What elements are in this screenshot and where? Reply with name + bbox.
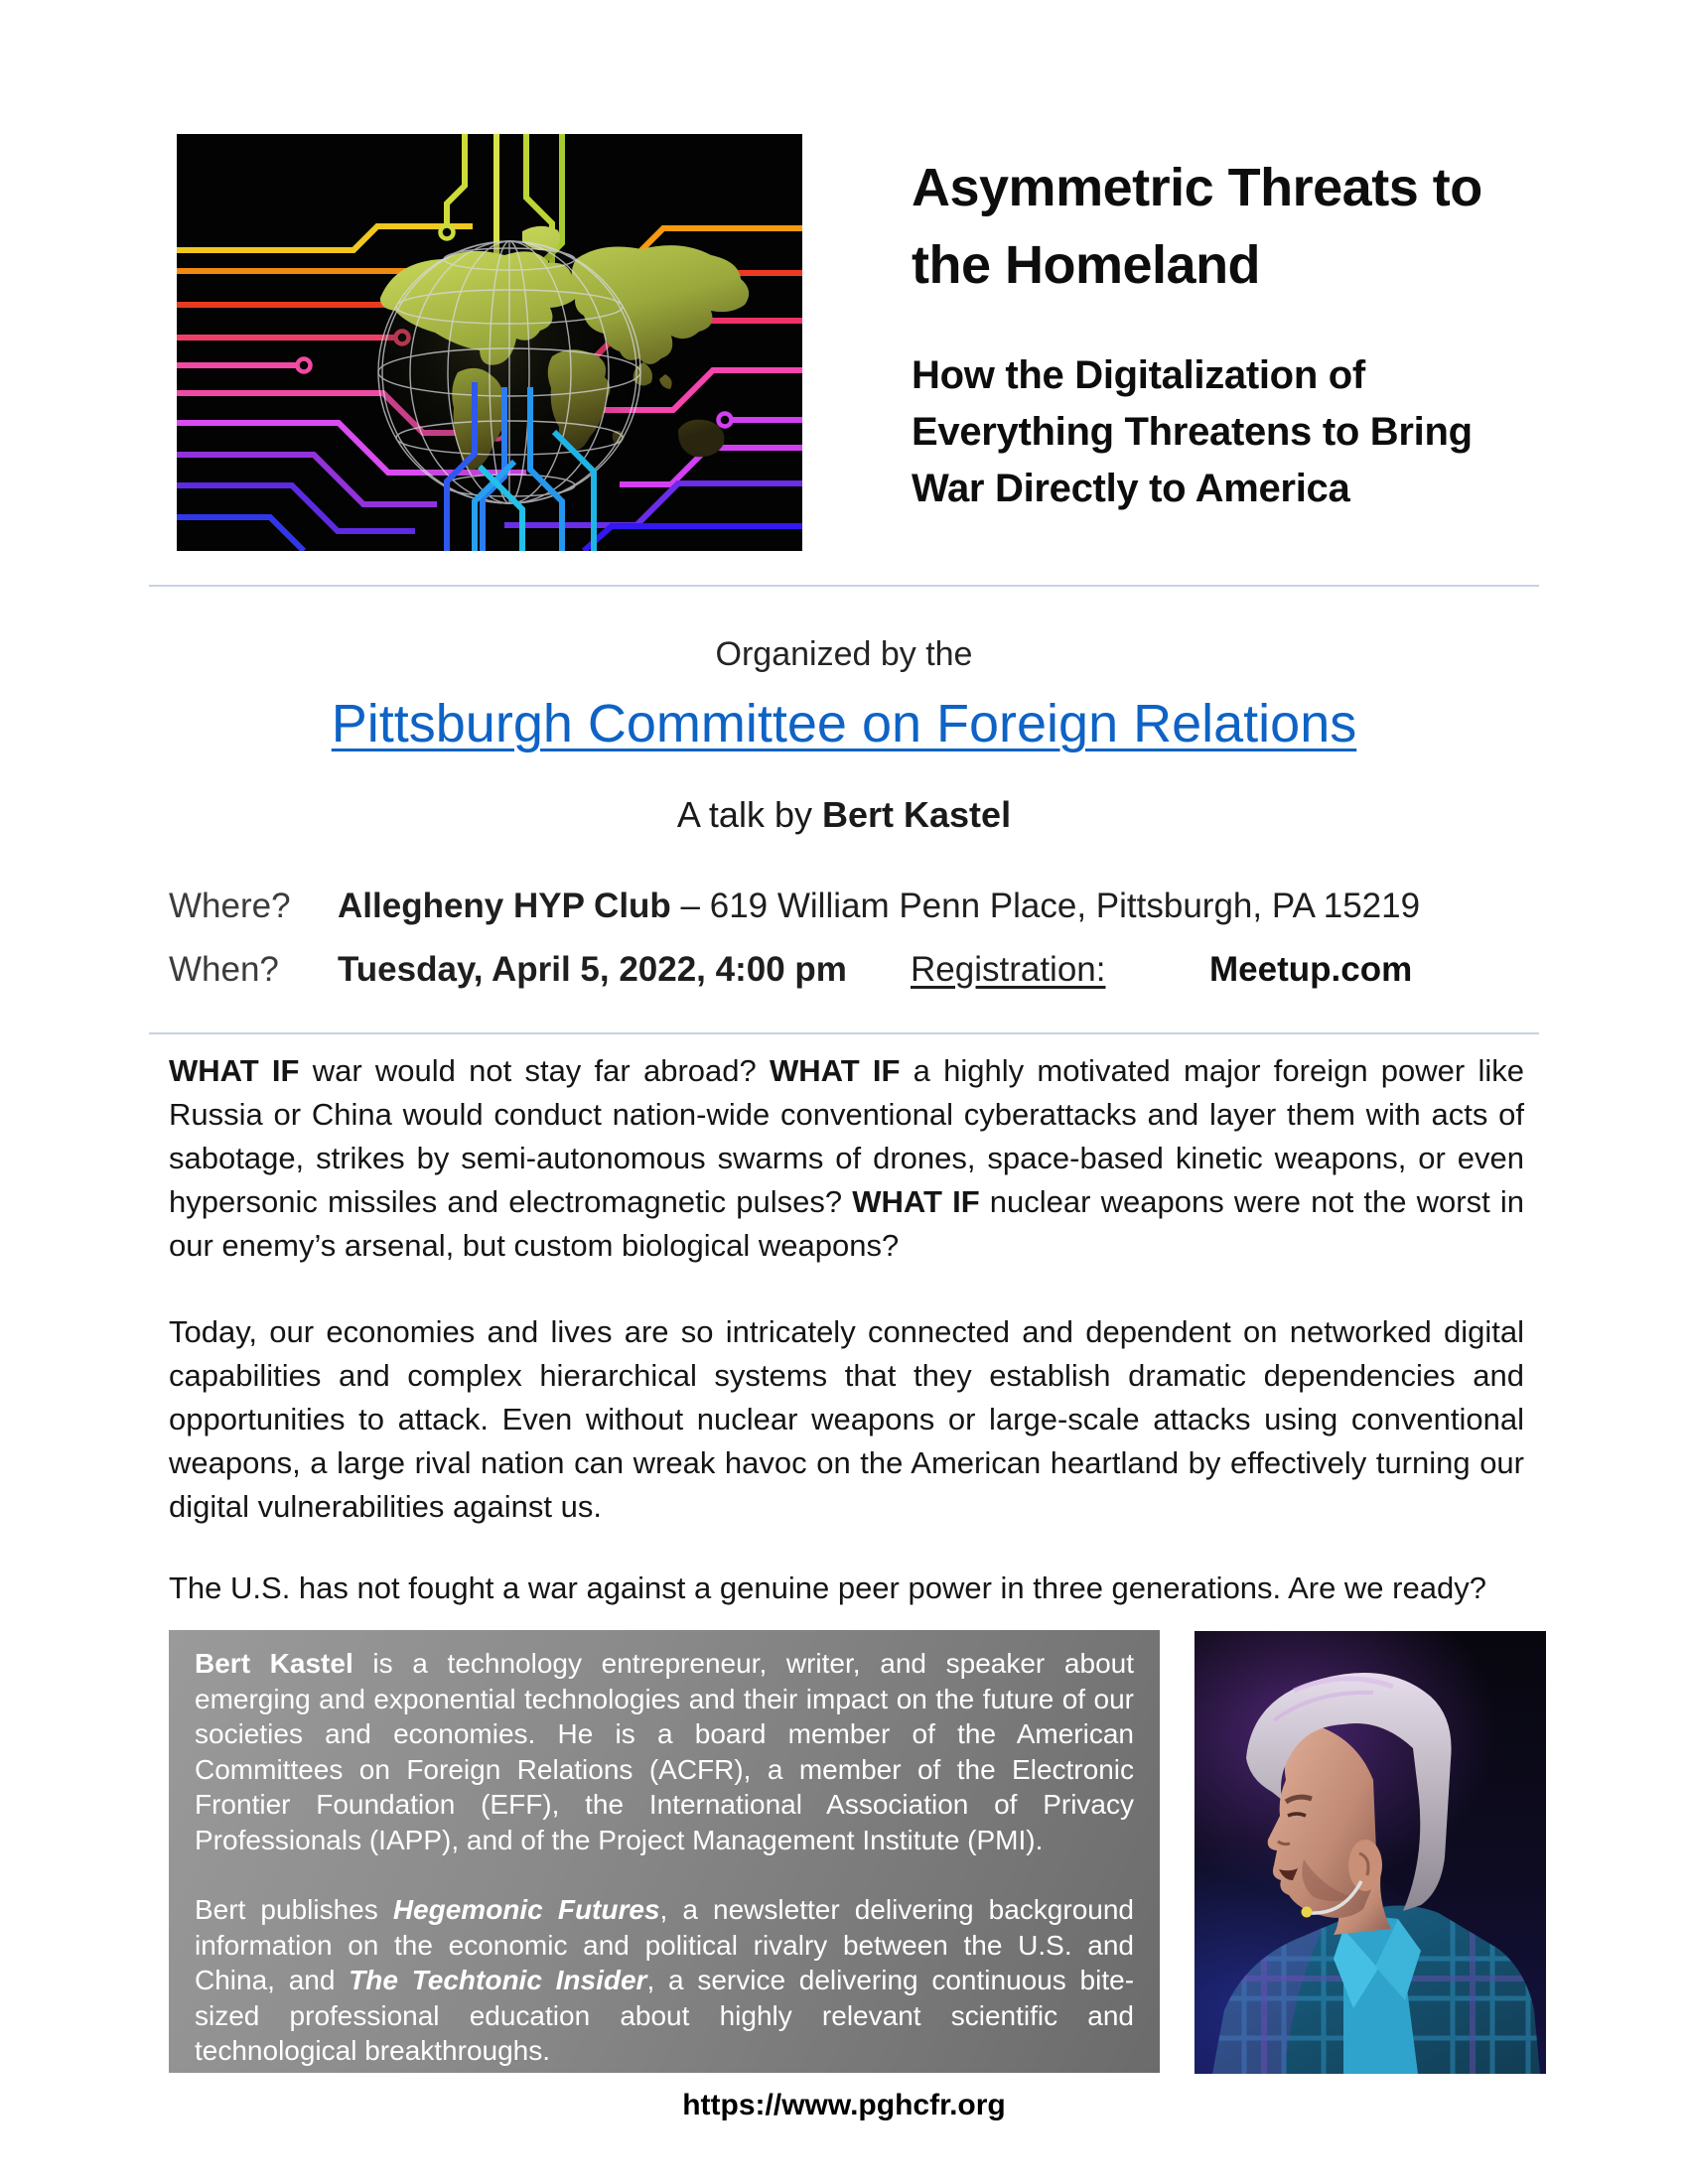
event-details bbox=[169, 887, 1524, 1016]
venue-address: – 619 William Penn Place, Pittsburgh, PA 15219 bbox=[680, 887, 1421, 925]
when-label: When? bbox=[169, 950, 279, 989]
bio-paragraph: Bert Kastel is a technology entrepreneur, writer, and speaker about emerging and exponential technologies and their impact on the future of our societies and economies. He is a board member of the American Committees on Foreign Relations (ACFR), a member of the Electronic Frontier Foundation (EFF), the International Association of Privacy Professionals (IAPP), and of the Project Management Institute (PMI). bbox=[195, 1648, 1134, 1855]
body-paragraph: WHAT IF war would not stay far abroad? WHAT IF a highly motivated major foreign power like Russia or China would conduct nation-wide conventional cyberattacks and layer them with acts of sabotage, strikes by semi-autonomous swarms of drones, space-based kinetic weapons, or even hypersonic missiles and electromagnetic pulses? WHAT IF nuclear weapons were not the worst in our enemy’s arsenal, but custom biological weapons? bbox=[169, 1053, 1524, 1263]
website-url[interactable]: https://www.pghcfr.org bbox=[682, 2089, 1006, 2121]
divider bbox=[149, 1032, 1539, 1034]
globe-circuit-svg bbox=[177, 134, 802, 551]
where-value bbox=[338, 887, 1420, 926]
registration-label: Registration: bbox=[911, 950, 1106, 989]
divider bbox=[149, 585, 1539, 587]
speaker-bio-box bbox=[169, 1630, 1160, 2073]
byline-prefix: A talk by bbox=[676, 794, 812, 835]
where-label: Where? bbox=[169, 887, 291, 925]
talk-byline bbox=[0, 794, 1688, 836]
body-paragraph: Today, our economies and lives are so intricately connected and dependent on networked digital capabilities and complex hierarchical systems that they establish dramatic dependencies and opportunities to attack. Even without nuclear weapons or large-scale attacks using conventional weapons, a large rival nation can wreak havoc on the American heartland by effectively turning our digital vulnerabilities against us. bbox=[169, 1314, 1524, 1524]
subtitle-line: War Directly to America bbox=[912, 467, 1350, 510]
bio-paragraph: Bert publishes Hegemonic Futures, a newsletter delivering background information on the economic and political rivalry between the U.S. and China, and The Techtonic Insider, a service delivering continuous bite-sized professional education about highly relevant scientific and technological breakthroughs. bbox=[195, 1894, 1135, 2066]
title-line: the Homeland bbox=[912, 235, 1261, 295]
page-subtitle bbox=[912, 347, 1567, 517]
registration-link[interactable]: Meetup.com bbox=[1209, 950, 1413, 989]
page-title bbox=[912, 149, 1567, 304]
globe-circuit-image bbox=[177, 134, 802, 551]
subtitle-line: Everything Threatens to Bring bbox=[912, 410, 1473, 454]
speaker-name: Bert Kastel bbox=[822, 794, 1012, 835]
title-block bbox=[912, 149, 1567, 517]
organizer-link-row bbox=[0, 693, 1688, 754]
title-line: Asymmetric Threats to bbox=[912, 158, 1482, 217]
when-value bbox=[338, 950, 847, 990]
speaker-photo bbox=[1195, 1631, 1546, 2074]
venue-name: Allegheny HYP Club bbox=[338, 887, 671, 925]
speaker-photo-svg bbox=[1195, 1631, 1546, 2074]
organizer-link[interactable]: Pittsburgh Committee on Foreign Relations bbox=[331, 694, 1357, 753]
body-paragraph: The U.S. has not fought a war against a genuine peer power in three generations. Are we ready? bbox=[169, 1570, 1486, 1605]
organized-by-text: Organized by the bbox=[715, 635, 973, 673]
subtitle-line: How the Digitalization of bbox=[912, 353, 1365, 397]
event-datetime: Tuesday, April 5, 2022, 4:00 pm bbox=[338, 950, 847, 989]
